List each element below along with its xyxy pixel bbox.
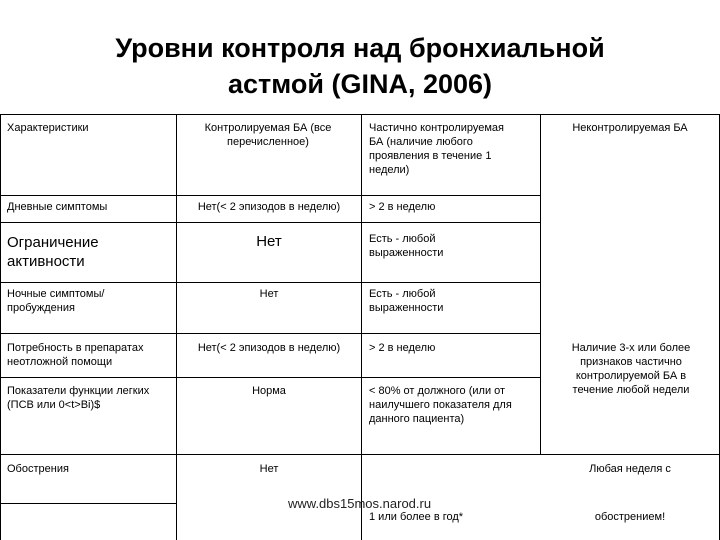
row-exacerbations-uncontrolled-line2: обострением! xyxy=(594,511,666,523)
row-exacerbations-partly: 1 или более в год* xyxy=(369,511,464,523)
header-uncontrolled: Неконтролируемая БА xyxy=(572,122,688,134)
row-divider-3 xyxy=(0,282,540,283)
title-line-1: Уровни контроля над бронхиальной xyxy=(115,33,605,63)
table-divider-col3 xyxy=(540,114,541,454)
header-partly-controlled: Частично контролируемая БА (наличие любого проявления в течение 1 недели) xyxy=(369,122,504,176)
row-activity-controlled: Нет xyxy=(256,233,282,250)
row-activity-partly: Есть - любой выраженности xyxy=(369,233,444,259)
row-rescue-partly: > 2 в неделю xyxy=(369,342,436,354)
table-border-top xyxy=(0,114,720,115)
watermark-url: www.dbs15mos.narod.ru xyxy=(288,496,432,511)
row-divider-1 xyxy=(0,195,540,196)
table-divider-col2 xyxy=(361,114,362,540)
row-divider-6 xyxy=(0,454,720,455)
row-daytime-partly: > 2 в неделю xyxy=(369,201,436,213)
row-rescue-controlled: Нет(< 2 эпизодов в неделю) xyxy=(197,342,341,354)
row-exacerbations-controlled: Нет xyxy=(259,463,279,475)
row-daytime-label: Дневные симптомы xyxy=(7,201,108,213)
row-lung-function-controlled: Норма xyxy=(252,385,286,397)
row-rescue-label: Потребность в препаратах неотложной помощи xyxy=(7,342,144,368)
uncontrolled-summary: Наличие 3-х или более признаков частично контролируемой БА в течение любой недели xyxy=(571,342,691,396)
row-exacerbations-label: Обострения xyxy=(7,463,69,475)
row-night-label: Ночные симптомы/ пробуждения xyxy=(7,288,105,314)
row-night-controlled: Нет xyxy=(259,288,279,300)
row-night-partly: Есть - любой выраженности xyxy=(369,288,444,314)
header-characteristics: Характеристики xyxy=(7,122,89,134)
row-activity-label: Ограничение активности xyxy=(7,234,99,270)
title-line-2: астмой (GINA, 2006) xyxy=(227,69,492,99)
table-border-left xyxy=(0,114,1,540)
row-divider-7 xyxy=(0,503,176,504)
row-divider-2 xyxy=(0,222,540,223)
row-exacerbations-uncontrolled-line1: Любая неделя с xyxy=(589,463,671,475)
row-divider-5 xyxy=(0,377,540,378)
row-divider-4 xyxy=(0,333,540,334)
row-lung-function-partly: < 80% от должного (или от наилучшего показателя для данного пациента) xyxy=(369,385,512,425)
header-controlled: Контролируемая БА (все перечисленное) xyxy=(204,122,332,148)
row-lung-function-label: Показатели функции легких (ПСВ или 0<t>Bi)$ xyxy=(7,385,150,411)
table-divider-col1 xyxy=(176,114,177,540)
row-daytime-controlled: Нет(< 2 эпизодов в неделю) xyxy=(197,201,341,213)
